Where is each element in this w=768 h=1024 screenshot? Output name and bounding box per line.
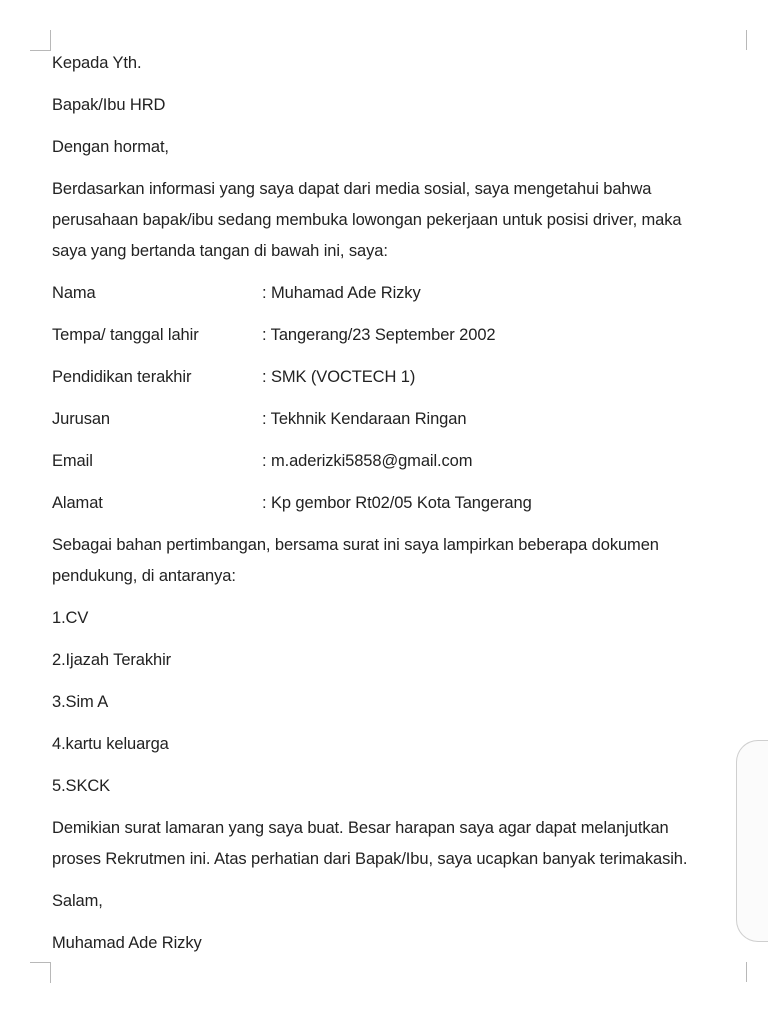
field-value: : Muhamad Ade Rizky <box>262 284 421 302</box>
attachments-intro-line: Sebagai bahan pertimbangan, bersama surat ini saya lampirkan beberapa dokumen <box>52 536 659 554</box>
field-label: Tempa/ tanggal lahir <box>52 326 199 344</box>
page-corner-mark <box>746 962 747 982</box>
field-label: Jurusan <box>52 410 111 428</box>
field-row-pendidikan <box>52 367 752 387</box>
attachment-item: 4.kartu keluarga <box>52 735 169 753</box>
attachment-item: 3.Sim A <box>52 693 109 711</box>
field-value: : Tangerang/23 September 2002 <box>262 326 496 344</box>
page-corner-mark <box>30 30 51 51</box>
closing-line: proses Rekrutmen ini. Atas perhatian dari Bapak/Ibu, saya ucapkan banyak terimakasih. <box>52 850 688 868</box>
scroll-edge-handle[interactable] <box>736 740 768 942</box>
page-corner-mark <box>30 962 51 983</box>
field-label: Pendidikan terakhir <box>52 368 192 386</box>
intro-line: saya yang bertanda tangan di bawah ini, saya: <box>52 242 388 260</box>
signature-name: Muhamad Ade Rizky <box>52 934 202 952</box>
intro-line: Berdasarkan informasi yang saya dapat dari media sosial, saya mengetahui bahwa <box>52 180 652 198</box>
field-row-ttl <box>52 325 752 345</box>
attachments-intro-line: pendukung, di antaranya: <box>52 567 236 585</box>
field-row-jurusan <box>52 409 752 429</box>
sign-off: Salam, <box>52 892 103 910</box>
field-row-alamat <box>52 493 752 513</box>
field-value: : Kp gembor Rt02/05 Kota Tangerang <box>262 494 532 512</box>
attachment-item: 1.CV <box>52 609 89 627</box>
recipient: Bapak/Ibu HRD <box>52 96 166 114</box>
closing-line: Demikian surat lamaran yang saya buat. Besar harapan saya agar dapat melanjutkan <box>52 819 669 837</box>
attachment-item: 2.Ijazah Terakhir <box>52 651 172 669</box>
field-value: : SMK (VOCTECH 1) <box>262 368 416 386</box>
field-row-nama <box>52 283 752 303</box>
field-value: : Tekhnik Kendaraan Ringan <box>262 410 467 428</box>
greeting: Dengan hormat, <box>52 138 169 156</box>
field-row-email <box>52 451 752 471</box>
page-corner-mark <box>746 30 747 50</box>
field-value: : m.aderizki5858@gmail.com <box>262 452 473 470</box>
field-label: Alamat <box>52 494 103 512</box>
intro-line: perusahaan bapak/ibu sedang membuka lowongan pekerjaan untuk posisi driver, maka <box>52 211 682 229</box>
field-label: Email <box>52 452 93 470</box>
attachment-item: 5.SKCK <box>52 777 111 795</box>
field-label: Nama <box>52 284 96 302</box>
salutation-to: Kepada Yth. <box>52 54 142 72</box>
